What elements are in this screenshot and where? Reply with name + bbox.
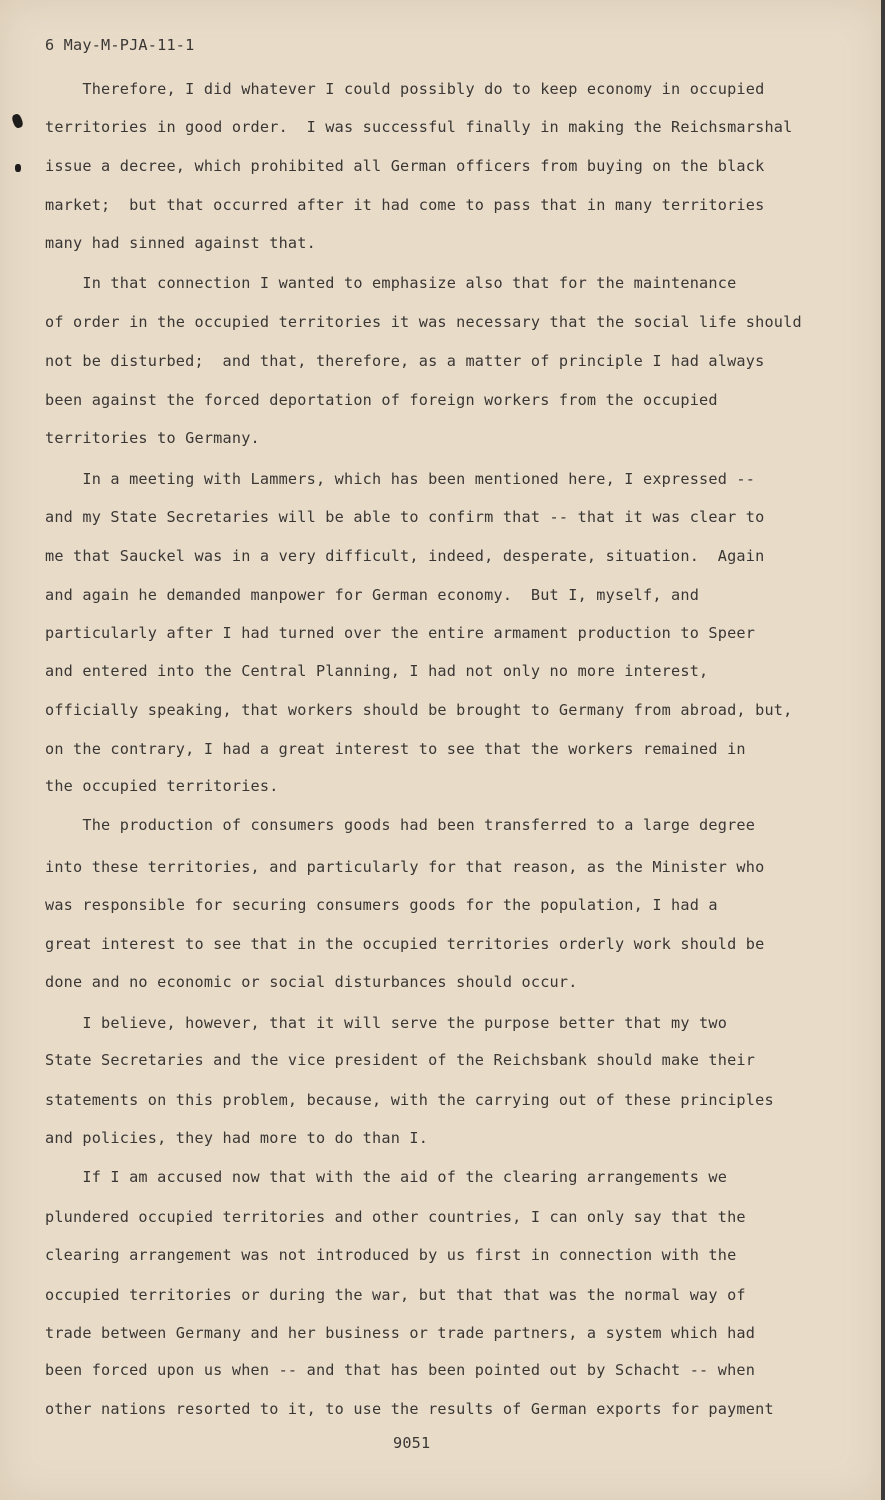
punch-mark-upper bbox=[11, 113, 24, 129]
text-line: been against the forced deportation of foreign workers from the occupied bbox=[45, 391, 718, 409]
page-edge bbox=[881, 0, 885, 1500]
text-line: and my State Secretaries will be able to confirm that -- that it was clear to bbox=[45, 508, 765, 526]
text-line: market; but that occurred after it had come to pass that in many territories bbox=[45, 196, 765, 214]
text-line: plundered occupied territories and other countries, I can only say that the bbox=[45, 1208, 746, 1226]
text-line: In that connection I wanted to emphasize also that for the maintenance bbox=[45, 274, 737, 292]
text-line: particularly after I had turned over the entire armament production to Speer bbox=[45, 624, 756, 642]
text-line: trade between Germany and her business or trade partners, a system which had bbox=[45, 1324, 756, 1342]
text-line: territories to Germany. bbox=[45, 429, 260, 447]
text-line: The production of consumers goods had been transferred to a large degree bbox=[45, 816, 756, 834]
text-line: the occupied territories. bbox=[45, 777, 279, 795]
text-line: If I am accused now that with the aid of the clearing arrangements we bbox=[45, 1168, 728, 1186]
text-line: and policies, they had more to do than I. bbox=[45, 1129, 429, 1147]
text-line: done and no economic or social disturbances should occur. bbox=[45, 973, 578, 991]
document-header: 6 May-M-PJA-11-1 bbox=[45, 36, 195, 54]
punch-mark-lower bbox=[15, 164, 21, 172]
text-line: not be disturbed; and that, therefore, as a matter of principle I had always bbox=[45, 352, 765, 370]
text-line: clearing arrangement was not introduced by us first in connection with the bbox=[45, 1246, 737, 1264]
text-line: I believe, however, that it will serve the purpose better that my two bbox=[45, 1014, 728, 1032]
text-line: been forced upon us when -- and that has been pointed out by Schacht -- when bbox=[45, 1361, 756, 1379]
text-line: great interest to see that in the occupied territories orderly work should be bbox=[45, 935, 765, 953]
text-line: on the contrary, I had a great interest to see that the workers remained in bbox=[45, 740, 746, 758]
text-line: and again he demanded manpower for German economy. But I, myself, and bbox=[45, 586, 700, 604]
text-line: many had sinned against that. bbox=[45, 234, 316, 252]
text-line: statements on this problem, because, with the carrying out of these principles bbox=[45, 1091, 774, 1109]
text-line: territories in good order. I was successful finally in making the Reichsmarshal bbox=[45, 118, 793, 136]
text-line: of order in the occupied territories it was necessary that the social life should bbox=[45, 313, 802, 331]
text-line: issue a decree, which prohibited all German officers from buying on the black bbox=[45, 157, 765, 175]
text-line: and entered into the Central Planning, I had not only no more interest, bbox=[45, 662, 709, 680]
text-line: occupied territories or during the war, but that that was the normal way of bbox=[45, 1286, 746, 1304]
page-number: 9051 bbox=[393, 1434, 431, 1452]
text-line: me that Sauckel was in a very difficult, indeed, desperate, situation. Again bbox=[45, 547, 765, 565]
text-line: In a meeting with Lammers, which has been mentioned here, I expressed -- bbox=[45, 470, 756, 488]
text-line: officially speaking, that workers should be brought to Germany from abroad, but, bbox=[45, 701, 793, 719]
text-line: State Secretaries and the vice president of the Reichsbank should make their bbox=[45, 1051, 756, 1069]
text-line: was responsible for securing consumers goods for the population, I had a bbox=[45, 896, 718, 914]
text-line: other nations resorted to it, to use the results of German exports for payment bbox=[45, 1400, 774, 1418]
text-line: Therefore, I did whatever I could possibly do to keep economy in occupied bbox=[45, 80, 765, 98]
text-line: into these territories, and particularly for that reason, as the Minister who bbox=[45, 858, 765, 876]
